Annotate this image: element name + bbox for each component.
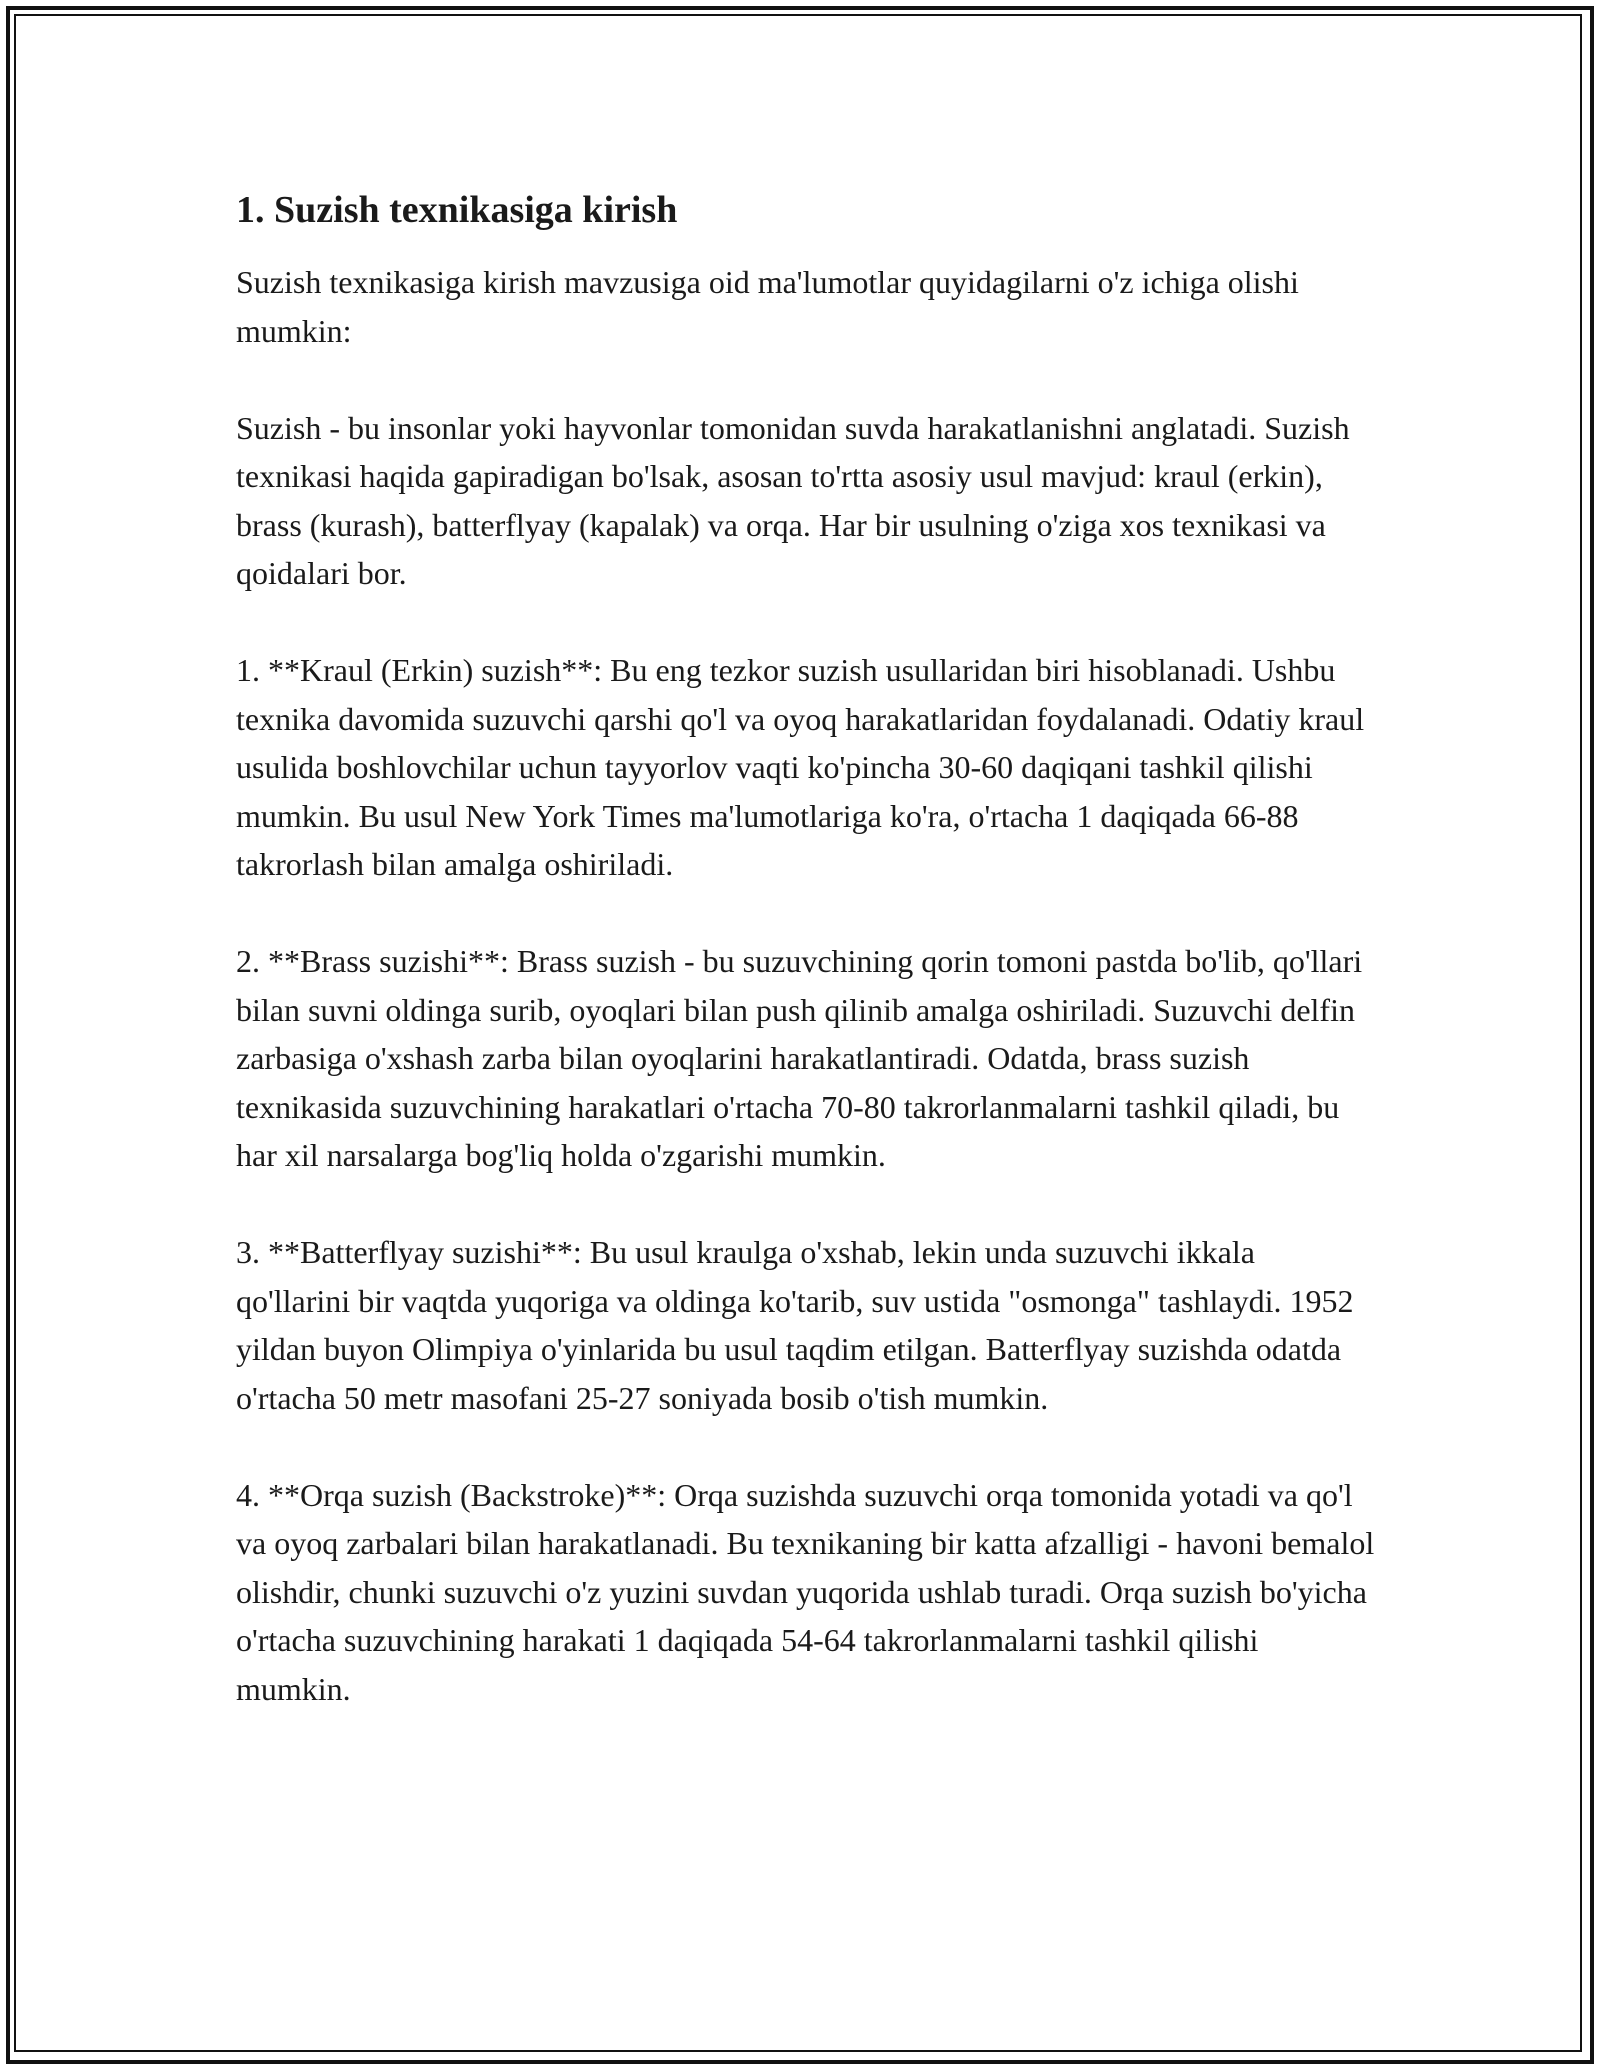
backstroke-paragraph: 4. **Orqa suzish (Backstroke)**: Orqa suzishda suzuvchi orqa tomonida yotadi va qo'l va oyoq zarbalari bilan harakatlanadi. Bu texnikaning bir katta afzalligi - havoni bemalol olishdir, chunki suzuvchi o'z yuzini suvdan yuqorida ushlab turadi. Orqa suzish bo'yicha o'rtacha suzuvchining harakati 1 daqiqada 54-64 takrorlanmalarni tashkil qilishi mumkin.: [236, 1476, 1375, 1707]
document-title: 1. Suzish texnikasiga kirish: [236, 189, 678, 231]
intro-paragraph: Suzish texnikasiga kirish mavzusiga oid ma'lumotlar quyidagilarni o'z ichiga olishi mumkin:: [236, 264, 1299, 349]
definition-paragraph: Suzish - bu insonlar yoki hayvonlar tomonidan suvda harakatlanishni anglatadi. Suzish texnikasi haqida gapiradigan bo'lsak, asosan to'rtta asosiy usul mavjud: kraul (erkin), brass (kurash), batterflyay (kapalak) va orqa. Har bir usulning o'ziga xos texnikasi va qoidalari bor.: [236, 409, 1350, 591]
freestyle-paragraph: 1. **Kraul (Erkin) suzish**: Bu eng tezkor suzish usullaridan biri hisoblanadi. Ushbu texnika davomida suzuvchi qarshi qo'l va oyoq harakatlaridan foydalanadi. Odatiy kraul usulida boshlovchilar uchun tayyorlov vaqti ko'pincha 30-60 daqiqani tashkil qilishi mumkin. Bu usul New York Times ma'lumotlariga ko'ra, o'rtacha 1 daqiqada 66-88 takrorlash bilan amalga oshiriladi.: [236, 652, 1365, 882]
butterfly-paragraph: 3. **Batterflyay suzishi**: Bu usul kraulga o'xshab, lekin unda suzuvchi ikkala qo'llarini bir vaqtda yuqoriga va oldinga ko'tarib, suv ustida "osmonga" tashlaydi. 1952 yildan buyon Olimpiya o'yinlarida bu usul taqdim etilgan. Batterflyay suzishda odatda o'rtacha 50 metr masofani 25-27 soniyada bosib o'tish mumkin.: [236, 1234, 1354, 1416]
breaststroke-paragraph: 2. **Brass suzishi**: Brass suzish - bu suzuvchining qorin tomoni pastda bo'lib, qo'llari bilan suvni oldinga surib, oyoqlari bilan push qilinib amalga oshiriladi. Suzuvchi delfin zarbasiga o'xshash zarba bilan oyoqlarini harakatlantiradi. Odatda, brass suzish texnikasida suzuvchining harakatlari o'rtacha 70-80 takrorlanmalarni tashkil qiladi, bu har xil narsalarga bog'liq holda o'zgarishi mumkin.: [236, 943, 1363, 1173]
document-body: [236, 186, 1376, 1762]
